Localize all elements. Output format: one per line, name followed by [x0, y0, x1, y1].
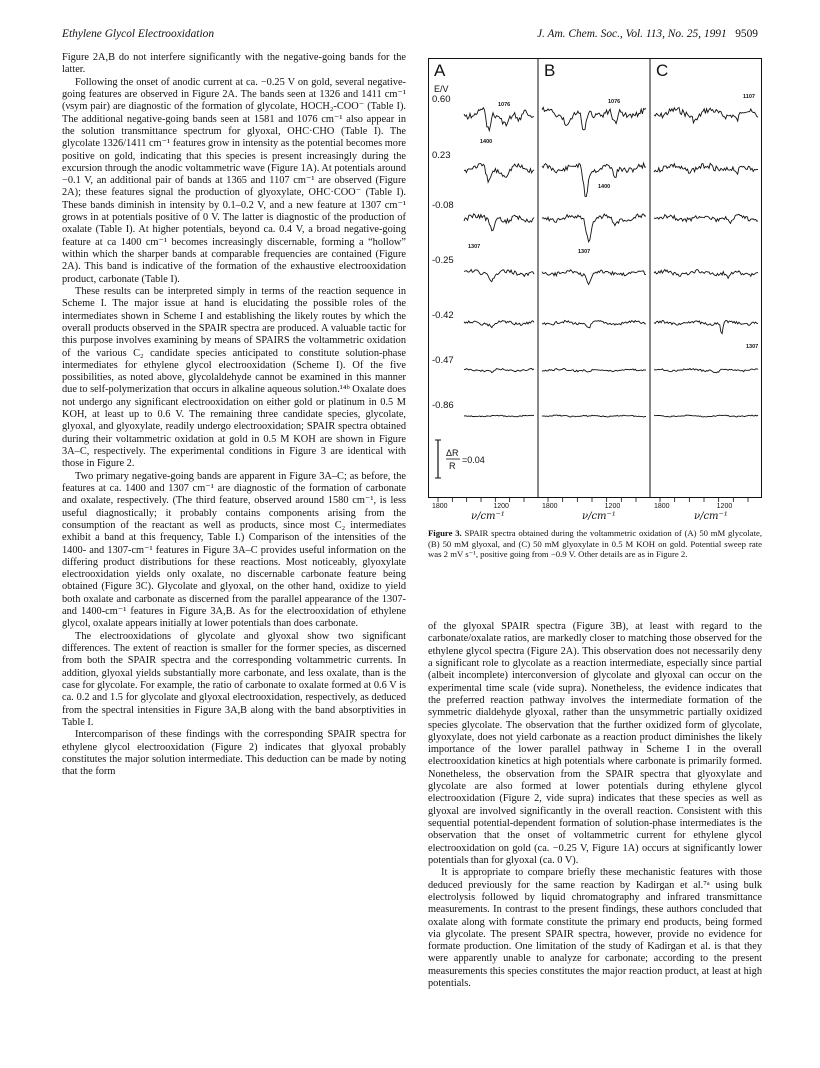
spectrum-trace: [654, 415, 758, 417]
paragraph: Intercomparison of these findings with the corresponding SPAIR spectra for ethylene glycol electrooxidation (Figure 2) indicates that glyoxal probably constitutes the major solution intermediate. This deduction can be made by noting that the form: [62, 729, 406, 778]
paragraph: It is appropriate to compare briefly these mechanistic features with those deduced previously for the same reaction by Kadirgan et al.⁷ᵃ using bulk electrolysis followed by liquid chromatography and infrared transmittance measurements. In contrast to the present findings, these authors concluded that oxalate along with formate constitute the primary end products, being formed via glycolate. The present SPAIR spectra, however, provide no evidence for formate production. One limitation of the study of Kadirgan et al. is that they were apparently unable to analyze for carbonate; according to the present measurements this species constitutes the major reaction product, at least at high potentials.: [428, 867, 762, 990]
spectrum-trace: [542, 415, 646, 417]
figure-frame: [429, 59, 762, 498]
paragraph: The electrooxidations of glycolate and glyoxal show two significant differences. The extent of reaction is smaller for the former species, as discerned from both the SPAIR spectra and the corresponding voltammetric currents. In addition, glyoxal yields substantially more carbonate, and less oxalate, than is the case for glycolate. For example, the ratio of carbonate to oxalate formed at 0.6 V is ca. 0.2 and 1.5 for glycolate and glyoxal electrooxidation, respectively, as deduced from the spectral intensities in Figure 3A,B along with the band absorptivities in Table I.: [62, 630, 406, 728]
band-label: 1400: [480, 139, 493, 145]
paragraph: Figure 2A,B do not interfere significantly with the negative-going bands for the latter.: [62, 52, 406, 76]
band-label: 1307: [746, 344, 759, 350]
spectrum-trace: [654, 108, 758, 123]
axis-tick-label: 1800: [654, 503, 670, 510]
potential-label: -0.25: [432, 255, 454, 266]
spectrum-trace: [542, 320, 646, 327]
figure-caption: [428, 528, 762, 560]
paragraph: These results can be interpreted simply in terms of the reaction sequence in Scheme I. The major issue at hand is elucidating the possible roles of the intermediates shown in Scheme I and establishing the likely routes by which the overall products observed in the SPAIR spectra are produced. A valuable tactic for this purpose involves examining by means of SPAIRS the voltammetric oxidation of the various C₂ candidate species anticipated to constitute solution-phase intermediates for ethylene glycol electrooxidation (Scheme I). Of the five possibilities, as noted above, glycolaldehyde cannot be examined in this manner due to self-polymerization that occurs in alkaline aqueous solution.¹⁴ᵇ Oxalate does not undergo any significant electrooxidation on either gold or platinum in 0.5 M KOH, at least up to 0.6 V. The remaining three candidate species, glycolate, glyoxal, and glyoxylate, readily undergo electrooxidation; SPAIR spectra obtained during their voltammetric oxidation at gold in 0.5 M KOH are shown in Figure 3A–C, respectively. The experimental conditions in Figure 3 are identical with those in Figure 2.: [62, 285, 406, 470]
axis-tick-label: 1200: [493, 503, 509, 510]
caption-label: Figure 3.: [428, 528, 462, 538]
axis-tick-label: 1200: [604, 503, 621, 510]
paragraph: of the glyoxal SPAIR spectra (Figure 3B), at least with regard to the carbonate/oxalate ratios, are markedly closer to matching those observed for the ethylene glycol spectra (Figure 2A). This observation does not necessarily deny a significant role to glycolate as a reaction intermediate, especially since partial (albeit incomplete) interconversion of glycolate and glyoxal can occur on the experimental time scale (vide supra). Nonetheless, the evidence indicates that the preferred reaction pathway involves the intermediate formation of the symmetric dialdehyde glyoxal, rather than the unsymmetric partially oxidized species glycolate. The observation that the further oxidized form of glycolate, glyoxylate, does not yield carbonate as a reaction product diminishes the likely importance of the lower parallel pathway in Scheme I in the overall electrooxidation kinetics at high potentials where carbonate is primarily formed. Nonetheless, the observation from the SPAIR spectra that glyoxylate and glycolate are also formed at lower potentials during ethylene glycol electrooxidation (Figure 2, vide supra) indicates that these species as well as glyoxal are involved significantly in the overall reaction. Consistent with this sequential potential-dependent formation of solution-phase intermediates is the observation that the onset of voltammetric current for ethylene glycol electrooxidation on gold (ca. −0.25 V, Figure 1A) occurs at significantly lower potentials than for glyoxal (ca. 0 V).: [428, 621, 762, 866]
paragraph: Following the onset of anodic current at ca. −0.25 V on gold, several negative-going features are observed in Figure 2A. The bands seen at 1326 and 1411 cm⁻¹ (νsym pair) are diagnostic of the formation of glycolate, HOCH₂-COO⁻ (Table I). The additional negative-going bands seen at 1581 and 1076 cm⁻¹ also appear in the solution transmittance spectrum for glyoxal, OHC·CHO (Table I). The glycolate 1326/1411 cm⁻¹ features grow in intensity as the potential becomes more positive on gold, indicating that this species is present increasingly during the excursion through the anodic voltammetric wave (Figure 1A). At potentials around −0.1 V, an additional pair of bands at 1365 and 1107 cm⁻¹ are observed (Figure 2A); these features signal the production of glyoxylate, OHC·COO⁻ (Table I). These bands diminish in intensity by 0.1–0.2 V, and a new feature at 1307 cm⁻¹ grows in at potentials positive of 0 V. The latter is diagnostic of the production of oxalate (Table I). At higher potentials, beyond ca. 0.4 V, a broad negative-going feature at ca 1400 cm⁻¹ becomes increasingly discernable, forming a “hollow” within which the sharper bands at comparable frequencies are contained (Figure 2A). This band is indicative of the formation of the exhaustive electrooxidation product, carbonate (Table I).: [62, 76, 406, 285]
band-label: 1107: [743, 94, 755, 100]
spectrum-trace: [654, 163, 758, 174]
frequency-axis: [428, 498, 762, 522]
journal-name: J. Am. Chem. Soc., Vol. 113, No. 25, 1991: [536, 28, 727, 40]
scale-denominator: R: [449, 461, 456, 471]
potential-label: -0.08: [432, 200, 454, 211]
spectrum-trace: [542, 369, 646, 372]
spectrum-trace: [542, 163, 646, 197]
band-label: 1076: [608, 99, 621, 105]
axis-tick-label: 1800: [432, 503, 448, 510]
right-column: [428, 621, 762, 990]
spectrum-trace: [464, 108, 534, 131]
spectrum-trace: [654, 214, 758, 223]
axis-unit: ν/cm⁻¹: [582, 511, 616, 522]
spectrum-trace: [464, 321, 534, 328]
paragraph: Two primary negative-going bands are apparent in Figure 3A–C; as before, the features at ca. 1400 and 1307 cm⁻¹ are diagnostic of the formation of carbonate and oxalate, respectively. (The third feature, observed around 1580 cm⁻¹, is less useful diagnostically; it probably contains components arising from the consumption of the reactant as well as products, since most C₂ intermediates exhibit a band at this frequency, Table I.) Comparison of the intensities of the 1400- and 1307-cm⁻¹ features in Figure 3A–C provides useful information on the differing product distributions for these reactions. Most noticeably, glyoxylate electrooxidation yields only oxalate, no discernable carbonate feature being obtained (Figure 3C). Glycolate and glyoxal, on the other hand, oxidize to yield both oxalate and carbonate as discerned from the parallel appearance of the 1307- and 1400-cm⁻¹ features in Figure 3A,B. As for the electrooxidation of ethylene glycol, oxalate appears initially at lower potentials than does carbonate.: [62, 470, 406, 630]
spectrum-trace: [654, 321, 758, 334]
axis-tick-label: 1200: [716, 503, 733, 510]
spectrum-trace: [654, 270, 758, 279]
panel-label: A: [434, 61, 446, 80]
spectrum-trace: [464, 214, 534, 231]
spectra-plot: [428, 58, 762, 498]
potential-label: 0.60: [432, 94, 451, 105]
figure-3: [428, 58, 762, 498]
potential-label: 0.23: [432, 150, 451, 161]
running-title: Ethylene Glycol Electrooxidation: [62, 28, 215, 40]
panel-label: B: [544, 61, 556, 80]
spectrum-trace: [542, 214, 646, 242]
band-label: 1400: [598, 184, 611, 190]
band-label: 1307: [468, 244, 481, 250]
spectrum-trace: [464, 415, 534, 417]
band-label: 1076: [498, 102, 511, 108]
potential-label: -0.47: [432, 355, 454, 366]
potential-label: -0.42: [432, 310, 454, 321]
page-number: 9509: [735, 28, 758, 40]
spectrum-trace: [542, 107, 646, 129]
panel-label: C: [656, 61, 669, 80]
axis-svg: [428, 498, 762, 522]
left-column: [62, 52, 406, 778]
caption-text: SPAIR spectra obtained during the voltammetric oxidation of (A) 50 mM glycolate, (B) 50 mM glyoxal, and (C) 50 mM glyoxylate in 0.5 M KOH on gold. Potential sweep rate was 2 mV s⁻¹, positive going from −0.9 V. Other details are as in Figure 2.: [428, 528, 763, 559]
spectrum-trace: [542, 270, 646, 285]
spectrum-trace: [464, 270, 534, 282]
potential-header: E/V: [434, 84, 449, 94]
potential-label: -0.86: [432, 400, 454, 411]
spectrum-trace: [654, 368, 758, 373]
axis-unit: ν/cm⁻¹: [471, 511, 505, 522]
scale-value: =0.04: [462, 455, 485, 465]
spectrum-trace: [464, 164, 534, 183]
scale-numerator: ΔR: [446, 448, 459, 458]
journal-citation: [537, 28, 758, 40]
axis-tick-label: 1800: [542, 503, 558, 510]
running-header: [62, 28, 758, 44]
band-label: 1307: [578, 249, 591, 255]
axis-unit: ν/cm⁻¹: [694, 511, 728, 522]
spectrum-trace: [464, 369, 534, 373]
